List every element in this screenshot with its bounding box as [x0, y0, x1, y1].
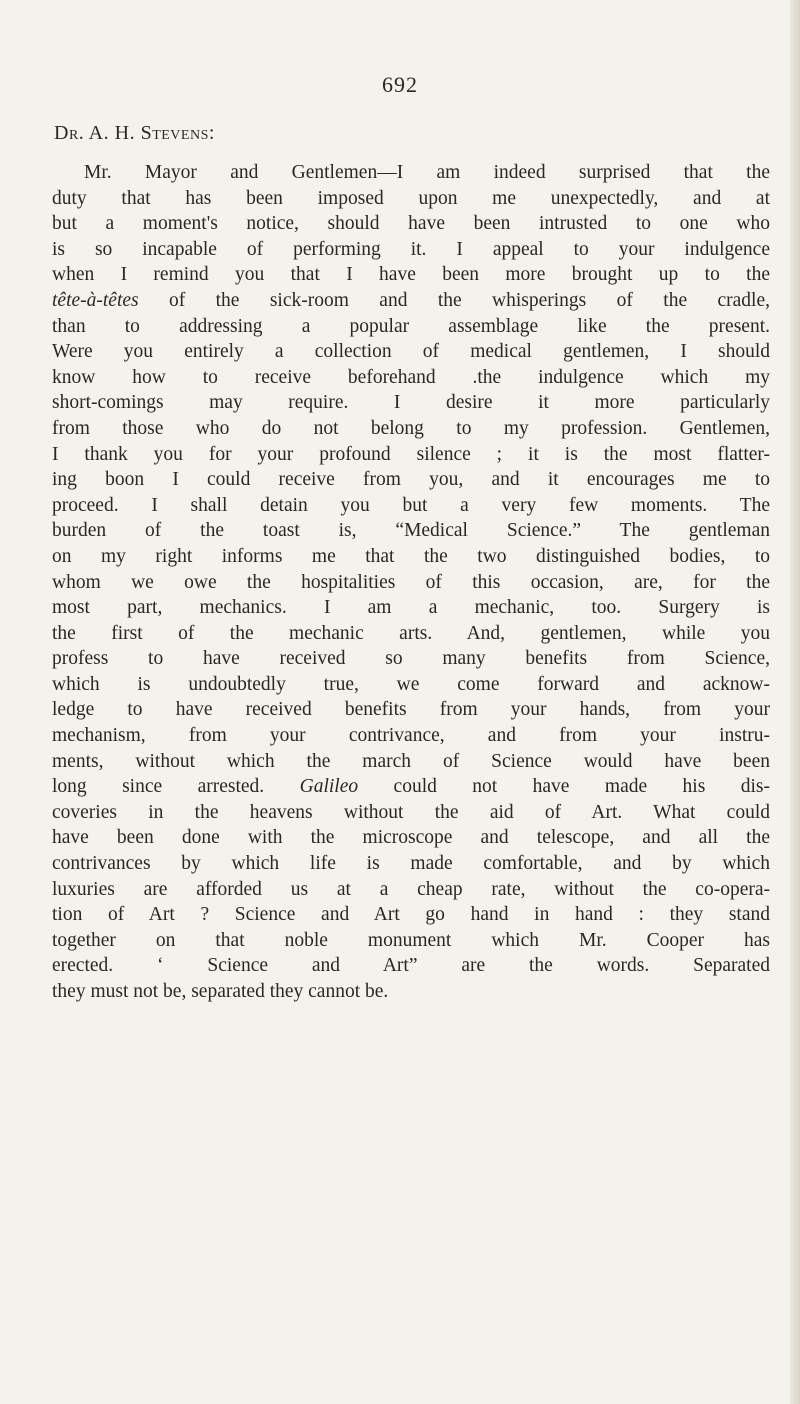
text-line — [52, 723, 770, 749]
text-line — [52, 825, 770, 851]
text-line — [52, 186, 770, 212]
text-segment: ledge to have received benefits from your hands, from your — [52, 699, 770, 721]
text-segment: than to addressing a popular assemblage like the present. — [52, 315, 770, 337]
text-segment: contrivances by which life is made comfortable, and by which — [52, 853, 770, 875]
text-line — [52, 749, 770, 775]
text-segment: I thank you for your profound silence ; it is the most flatter- — [52, 443, 770, 465]
text-line — [52, 416, 770, 442]
text-line — [52, 237, 770, 263]
speaker-heading: Dr. A. H. Stevens: — [54, 122, 215, 144]
text-segment: mechanism, from your contrivance, and from your instru- — [52, 725, 770, 747]
page-edge — [790, 0, 800, 1404]
text-segment: profess to have received so many benefits from Science, — [52, 648, 770, 670]
text-line — [52, 595, 770, 621]
text-line — [52, 646, 770, 672]
text-segment: ments, without which the march of Science would have been — [52, 750, 770, 772]
text-segment: short-comings may require. I desire it more particularly — [52, 392, 770, 414]
text-segment: know how to receive beforehand .the indulgence which my — [52, 366, 770, 388]
text-line — [52, 442, 770, 468]
text-line — [52, 877, 770, 903]
text-segment: on my right informs me that the two distinguished bodies, to — [52, 545, 770, 567]
text-segment: burden of the toast is, “Medical Science.” The gentleman — [52, 520, 770, 542]
text-line — [52, 800, 770, 826]
text-line — [52, 339, 770, 365]
text-line — [52, 211, 770, 237]
italic-text: Galileo — [299, 776, 359, 798]
text-line — [52, 314, 770, 340]
text-line — [52, 953, 770, 979]
text-line — [52, 493, 770, 519]
text-line — [52, 672, 770, 698]
text-line — [52, 697, 770, 723]
text-segment: is so incapable of performing it. I appeal to your indulgence — [52, 238, 770, 260]
text-line — [52, 518, 770, 544]
text-segment: most part, mechanics. I am a mechanic, too. Surgery is — [52, 597, 770, 619]
text-segment: Mr. Mayor and Gentlemen—I am indeed surprised that the — [84, 162, 770, 183]
text-segment: tion of Art ? Science and Art go hand in hand : they stand — [52, 904, 770, 926]
text-segment: proceed. I shall detain you but a very few moments. The — [52, 494, 770, 516]
text-segment: of the sick-room and the whisperings of the cradle, — [138, 289, 770, 311]
text-line — [52, 544, 770, 570]
italic-text: tête-à-têtes — [52, 289, 139, 311]
text-line — [52, 928, 770, 954]
text-segment: have been done with the microscope and telescope, and all the — [52, 827, 770, 849]
text-segment: but a moment's notice, should have been intrusted to one who — [52, 213, 770, 235]
text-line — [52, 160, 770, 186]
text-line — [52, 262, 770, 288]
text-segment: from those who do not belong to my profession. Gentlemen, — [52, 417, 770, 439]
text-segment: Were you entirely a collection of medical gentlemen, I should — [52, 341, 770, 363]
text-line — [52, 774, 770, 800]
text-segment: long since arrested. — [52, 776, 300, 798]
text-line — [52, 851, 770, 877]
text-line — [52, 979, 770, 1005]
text-segment: when I remind you that I have been more brought up to the — [52, 264, 770, 286]
text-segment: could not have made his dis- — [358, 776, 770, 798]
text-line — [52, 570, 770, 596]
text-segment: luxuries are afforded us at a cheap rate, without the co-opera- — [52, 878, 770, 900]
page-number: 692 — [382, 72, 418, 97]
text-line — [52, 902, 770, 928]
text-segment: the first of the mechanic arts. And, gentlemen, while you — [52, 622, 770, 644]
text-segment: whom we owe the hospitalities of this occasion, are, for the — [52, 571, 770, 593]
text-segment: coveries in the heavens without the aid of Art. What could — [52, 801, 770, 823]
speech-paragraph — [52, 160, 770, 1005]
text-segment: erected. ‘ Science and Art” are the words. Separated — [52, 955, 770, 977]
text-line — [52, 621, 770, 647]
text-segment: they must not be, separated they cannot be. — [52, 981, 389, 1002]
text-line — [52, 390, 770, 416]
text-segment: which is undoubtedly true, we come forward and acknow- — [52, 673, 770, 695]
text-segment: ing boon I could receive from you, and it encourages me to — [52, 469, 770, 491]
text-segment: duty that has been imposed upon me unexpectedly, and at — [52, 187, 770, 209]
text-segment: together on that noble monument which Mr. Cooper has — [52, 929, 770, 951]
text-line — [52, 288, 770, 314]
text-line — [52, 365, 770, 391]
text-line — [52, 467, 770, 493]
